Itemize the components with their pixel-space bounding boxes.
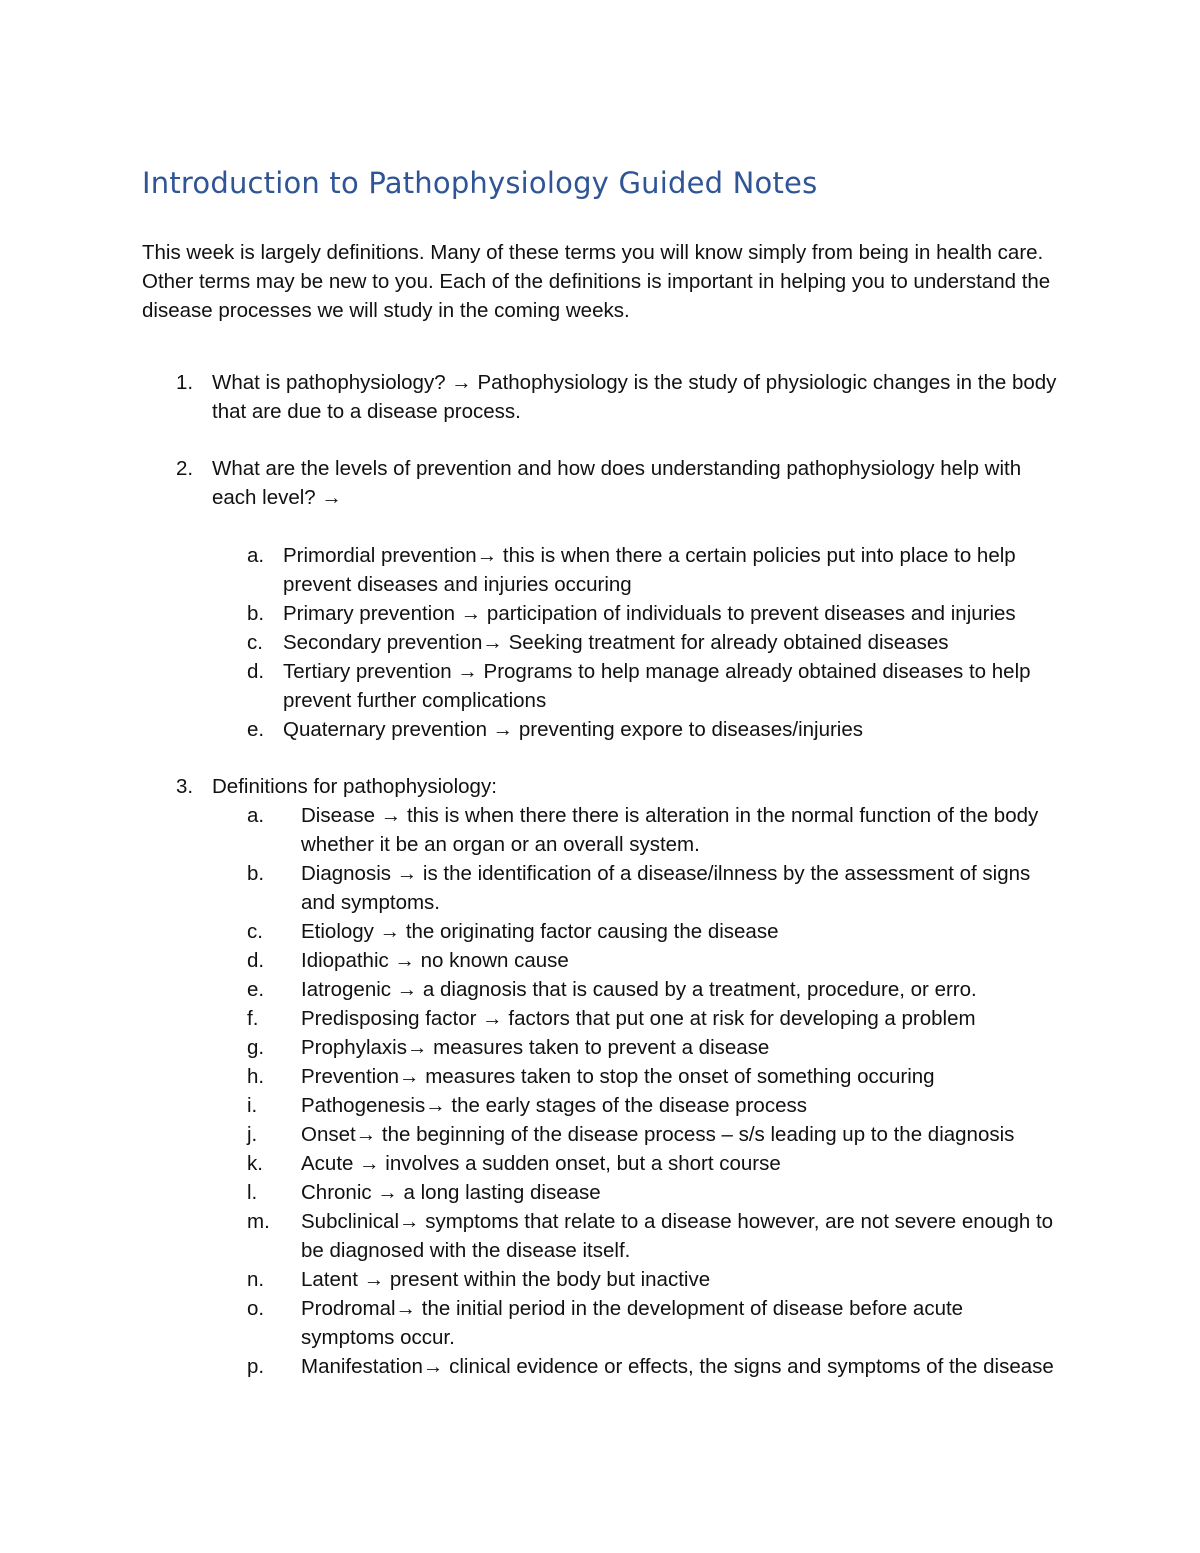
list-item-text: Prophylaxis→ measures taken to prevent a disease bbox=[301, 1036, 770, 1059]
list-item-text: Tertiary prevention → Programs to help manage already obtained diseases to help prevent further complications bbox=[283, 660, 1031, 712]
prevention-levels-list bbox=[142, 541, 1062, 744]
list-item-letter: g. bbox=[247, 1036, 265, 1059]
list-item-text: Primordial prevention→ this is when there a certain policies put into place to help prevent diseases and injuries occuring bbox=[283, 544, 1016, 596]
list-item-letter: j. bbox=[247, 1123, 258, 1146]
list-item-text: Secondary prevention→ Seeking treatment for already obtained diseases bbox=[283, 631, 949, 654]
list-item bbox=[142, 946, 1062, 975]
list-item bbox=[142, 1091, 1062, 1120]
list-item-text: Chronic → a long lasting disease bbox=[301, 1181, 601, 1204]
list-item-text: Onset→ the beginning of the disease process – s/s leading up to the diagnosis bbox=[301, 1123, 1015, 1146]
question-3 bbox=[142, 772, 1062, 801]
question-number: 2. bbox=[176, 457, 194, 480]
document-page bbox=[142, 162, 1062, 1381]
page-title: Introduction to Pathophysiology Guided Notes bbox=[142, 166, 818, 200]
list-item bbox=[142, 801, 1062, 859]
list-item-letter: a. bbox=[247, 544, 265, 567]
list-item-text: Latent → present within the body but inactive bbox=[301, 1268, 711, 1291]
list-item-letter: b. bbox=[247, 862, 265, 885]
list-item-text: Prevention→ measures taken to stop the onset of something occuring bbox=[301, 1065, 935, 1088]
list-item-text: Predisposing factor → factors that put one at risk for developing a problem bbox=[301, 1007, 976, 1030]
list-item-text: Quaternary prevention → preventing expore to diseases/injuries bbox=[283, 718, 864, 741]
list-item bbox=[142, 541, 1062, 599]
question-text: What is pathophysiology? → Pathophysiology is the study of physiologic changes in the body that are due to a disease process. bbox=[212, 371, 1057, 423]
list-item-letter: o. bbox=[247, 1297, 265, 1320]
question-text: What are the levels of prevention and how does understanding pathophysiology help with each level? → bbox=[212, 457, 1022, 509]
intro-paragraph: This week is largely definitions. Many of these terms you will know simply from being in health care. Other terms may be new to you. Each of the definitions is important in helping you to understand the disease processes we will study in the coming weeks. bbox=[142, 241, 1051, 322]
list-item bbox=[142, 975, 1062, 1004]
list-item bbox=[142, 1004, 1062, 1033]
list-item bbox=[142, 1178, 1062, 1207]
list-item-text: Idiopathic → no known cause bbox=[301, 949, 569, 972]
question-1 bbox=[142, 368, 1062, 426]
list-item-letter: n. bbox=[247, 1268, 265, 1291]
list-item-letter: e. bbox=[247, 978, 265, 1001]
list-item-letter: d. bbox=[247, 949, 265, 972]
list-item-text: Prodromal→ the initial period in the development of disease before acute symptoms occur. bbox=[301, 1297, 964, 1349]
list-item-letter: p. bbox=[247, 1355, 265, 1378]
list-item bbox=[142, 1207, 1062, 1265]
list-item-text: Diagnosis → is the identification of a disease/ilnness by the assessment of signs and symptoms. bbox=[301, 862, 1031, 914]
list-item-letter: c. bbox=[247, 920, 263, 943]
list-item-letter: c. bbox=[247, 631, 263, 654]
question-number: 1. bbox=[176, 371, 194, 394]
list-item bbox=[142, 657, 1062, 715]
definitions-list bbox=[142, 801, 1062, 1381]
list-item bbox=[142, 599, 1062, 628]
list-item-letter: l. bbox=[247, 1181, 258, 1204]
list-item-letter: i. bbox=[247, 1094, 258, 1117]
list-item-letter: m. bbox=[247, 1210, 270, 1233]
list-item-text: Subclinical→ symptoms that relate to a disease however, are not severe enough to be diagnosed with the disease itself. bbox=[301, 1210, 1054, 1262]
question-text: Definitions for pathophysiology: bbox=[212, 775, 497, 798]
list-item-letter: b. bbox=[247, 602, 265, 625]
list-item bbox=[142, 715, 1062, 744]
list-item bbox=[142, 1265, 1062, 1294]
list-item bbox=[142, 1294, 1062, 1352]
list-item bbox=[142, 1120, 1062, 1149]
list-item-text: Primary prevention → participation of individuals to prevent diseases and injuries bbox=[283, 602, 1016, 625]
list-item bbox=[142, 1352, 1062, 1381]
list-item-text: Manifestation→ clinical evidence or effects, the signs and symptoms of the disease bbox=[301, 1355, 1054, 1378]
question-2 bbox=[142, 454, 1062, 512]
list-item-letter: h. bbox=[247, 1065, 265, 1088]
list-item bbox=[142, 859, 1062, 917]
list-item-text: Acute → involves a sudden onset, but a short course bbox=[301, 1152, 781, 1175]
list-item-letter: e. bbox=[247, 718, 265, 741]
list-item bbox=[142, 1062, 1062, 1091]
list-item-text: Iatrogenic → a diagnosis that is caused by a treatment, procedure, or erro. bbox=[301, 978, 977, 1001]
question-number: 3. bbox=[176, 775, 194, 798]
list-item bbox=[142, 1149, 1062, 1178]
list-item-text: Etiology → the originating factor causing the disease bbox=[301, 920, 779, 943]
list-item bbox=[142, 628, 1062, 657]
list-item bbox=[142, 917, 1062, 946]
list-item-letter: k. bbox=[247, 1152, 263, 1175]
list-item-letter: d. bbox=[247, 660, 265, 683]
list-item-text: Pathogenesis→ the early stages of the disease process bbox=[301, 1094, 807, 1117]
list-item-letter: a. bbox=[247, 804, 265, 827]
list-item bbox=[142, 1033, 1062, 1062]
list-item-letter: f. bbox=[247, 1007, 259, 1030]
list-item-text: Disease → this is when there there is alteration in the normal function of the body whether it be an organ or an overall system. bbox=[301, 804, 1039, 856]
